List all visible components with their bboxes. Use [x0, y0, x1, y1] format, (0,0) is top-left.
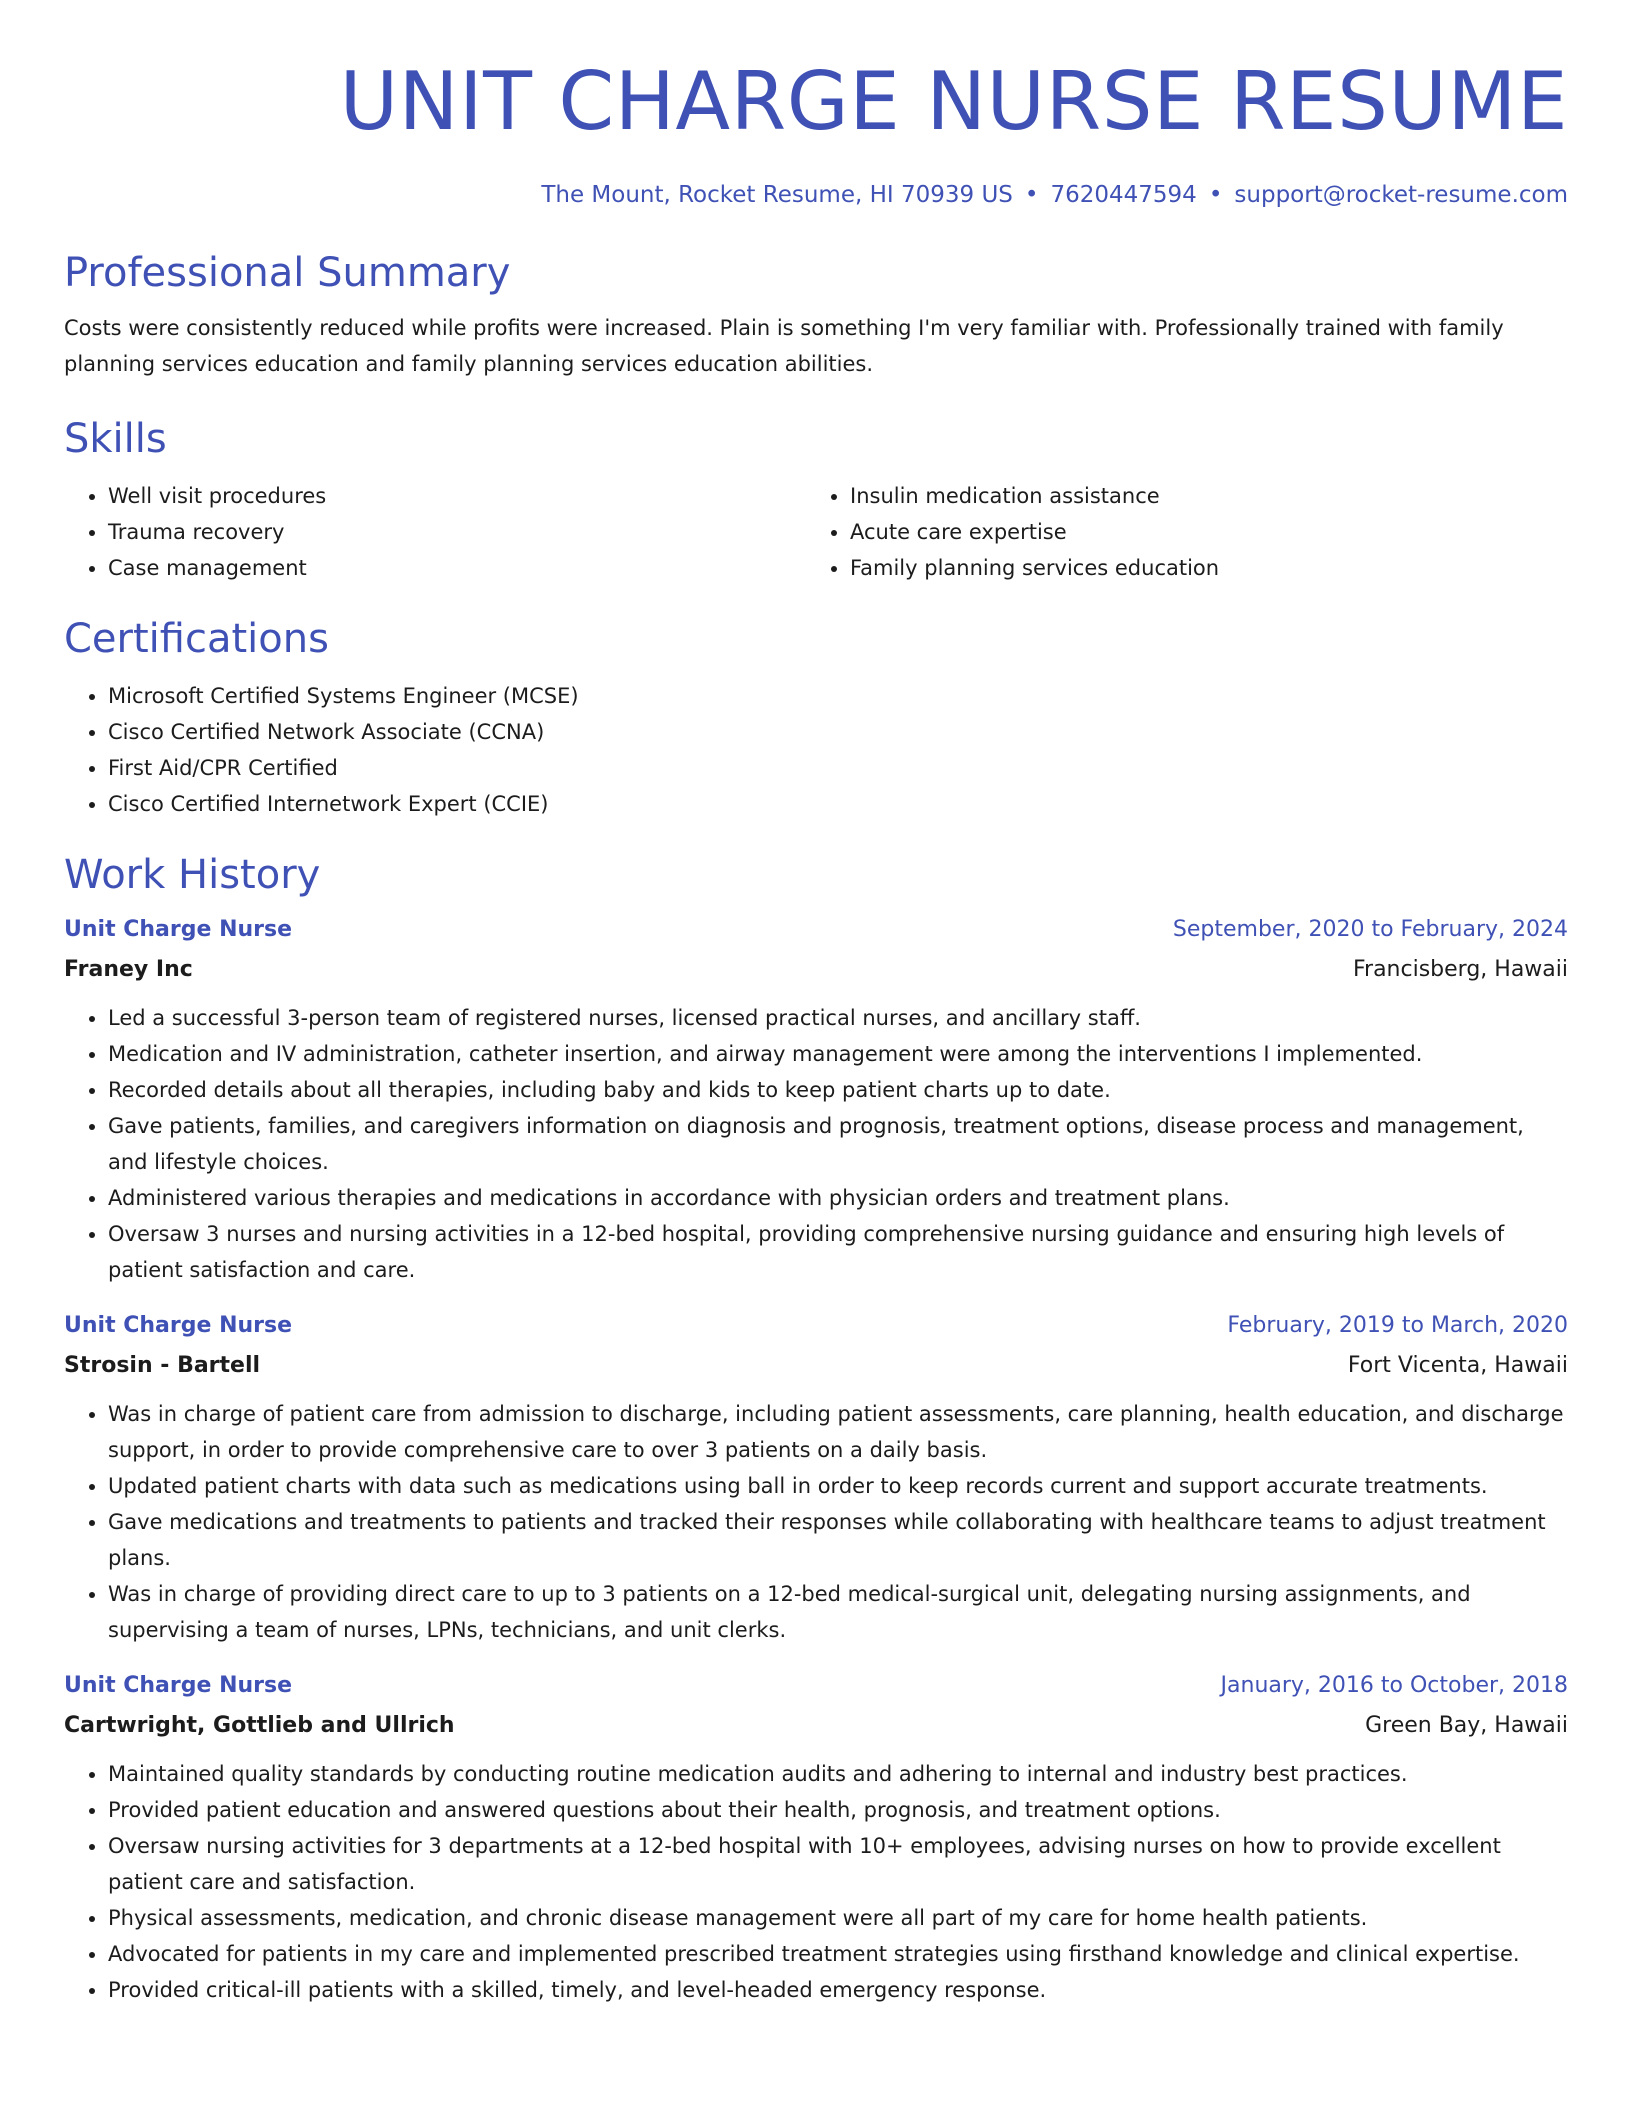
skills-column-left [64, 478, 806, 586]
skill-item: • Family planning services education [850, 550, 1548, 586]
job-header [64, 1668, 1568, 1704]
job-entry [64, 1668, 1568, 2008]
certification-item: • Cisco Certified Internetwork Expert (CCIE) [108, 786, 1568, 822]
skill-item: • Well visit procedures [108, 478, 806, 514]
job-bullet: • Oversaw nursing activities for 3 departments at a 12-bed hospital with 10+ employees, advising nurses on how to provide excellent patient care and satisfaction. [108, 1828, 1568, 1900]
job-header [64, 1308, 1568, 1344]
job-bullet: • Oversaw 3 nurses and nursing activities in a 12-bed hospital, providing comprehensive nursing guidance and ensuring high levels of patient satisfaction and care. [108, 1216, 1568, 1288]
job-bullet: • Was in charge of patient care from admission to discharge, including patient assessments, care planning, health education, and discharge support, in order to provide comprehensive care to over 3 patients on a daily basis. [108, 1396, 1568, 1468]
work-history-heading: Work History [64, 852, 321, 898]
skill-item: • Trauma recovery [108, 514, 806, 550]
job-bullet: • Provided patient education and answered questions about their health, prognosis, and treatment options. [108, 1792, 1568, 1828]
job-bullet: • Gave patients, families, and caregivers information on diagnosis and prognosis, treatment options, disease process and management, and lifestyle choices. [108, 1108, 1568, 1180]
job-dates: January, 2016 to October, 2018 [1220, 1673, 1568, 1698]
skill-item: • Acute care expertise [850, 514, 1548, 550]
skill-item: • Case management [108, 550, 806, 586]
job-bullet: • Led a successful 3-person team of registered nurses, licensed practical nurses, and ancillary staff. [108, 1000, 1568, 1036]
job-entry [64, 912, 1568, 1288]
contact-line [64, 180, 1568, 210]
job-bullet: • Advocated for patients in my care and implemented prescribed treatment strategies using firsthand knowledge and clinical expertise. [108, 1936, 1568, 1972]
job-bullet: • Was in charge of providing direct care to up to 3 patients on a 12-bed medical-surgical unit, delegating nursing assignments, and supervising a team of nurses, LPNs, technicians, and unit clerks. [108, 1576, 1568, 1648]
contact-address: The Mount, Rocket Resume, HI 70939 US [541, 182, 1013, 208]
job-location: Green Bay, Hawaii [1365, 1713, 1568, 1738]
certifications-heading: Certifications [64, 616, 329, 662]
skills-grid [64, 478, 1568, 586]
skills-heading: Skills [64, 416, 167, 462]
job-location: Francisberg, Hawaii [1352, 957, 1568, 982]
job-bullet: • Medication and IV administration, catheter insertion, and airway management were among the interventions I implemented. [108, 1036, 1568, 1072]
summary-heading: Professional Summary [64, 250, 511, 296]
job-bullet: • Recorded details about all therapies, including baby and kids to keep patient charts up to date. [108, 1072, 1568, 1108]
contact-email[interactable]: support@rocket-resume.com [1234, 182, 1568, 208]
job-company: Franey Inc [64, 957, 193, 982]
job-bullet: • Physical assessments, medication, and chronic disease management were all part of my care for home health patients. [108, 1900, 1568, 1936]
certification-item: • Microsoft Certified Systems Engineer (MCSE) [108, 678, 1568, 714]
certification-item: • First Aid/CPR Certified [108, 750, 1568, 786]
job-bullets [64, 1756, 1568, 2008]
job-dates: September, 2020 to February, 2024 [1172, 917, 1568, 942]
resume-title: UNIT CHARGE NURSE RESUME [339, 55, 1568, 148]
job-bullets [64, 1000, 1568, 1288]
contact-phone: 7620447594 [1050, 182, 1197, 208]
job-bullet: • Maintained quality standards by conducting routine medication audits and adhering to internal and industry best practices. [108, 1756, 1568, 1792]
contact-separator: • [1208, 182, 1223, 208]
job-company: Cartwright, Gottlieb and Ullrich [64, 1713, 455, 1738]
job-company: Strosin - Bartell [64, 1353, 261, 1378]
job-title: Unit Charge Nurse [64, 917, 293, 942]
job-dates: February, 2019 to March, 2020 [1227, 1313, 1568, 1338]
skill-item: • Insulin medication assistance [850, 478, 1548, 514]
skills-list-left [64, 478, 806, 586]
job-subheader [64, 1708, 1568, 1744]
job-bullet: • Gave medications and treatments to patients and tracked their responses while collaborating with healthcare teams to adjust treatment plans. [108, 1504, 1568, 1576]
certifications-section [64, 614, 1568, 822]
job-bullet: • Administered various therapies and medications in accordance with physician orders and treatment plans. [108, 1180, 1568, 1216]
summary-text: Costs were consistently reduced while profits were increased. Plain is something I'm very familiar with. Professionally trained with family planning services education and family planning services education abilities. [64, 316, 1504, 376]
job-title: Unit Charge Nurse [64, 1313, 293, 1338]
skills-list-right [806, 478, 1548, 586]
job-header [64, 912, 1568, 948]
job-subheader [64, 1348, 1568, 1384]
job-subheader [64, 952, 1568, 988]
skills-column-right [806, 478, 1548, 586]
certification-item: • Cisco Certified Network Associate (CCNA) [108, 714, 1568, 750]
contact-separator: • [1024, 182, 1039, 208]
job-bullets [64, 1396, 1568, 1648]
job-bullet: • Updated patient charts with data such as medications using ball in order to keep records current and support accurate treatments. [108, 1468, 1568, 1504]
job-title: Unit Charge Nurse [64, 1673, 293, 1698]
job-location: Fort Vicenta, Hawaii [1347, 1353, 1568, 1378]
job-bullet: • Provided critical-ill patients with a skilled, timely, and level-headed emergency response. [108, 1972, 1568, 2008]
summary-section [64, 248, 1568, 382]
skills-section [64, 414, 1568, 586]
certifications-list [64, 678, 1568, 822]
work-history-section [64, 850, 1568, 2008]
job-entry [64, 1308, 1568, 1648]
